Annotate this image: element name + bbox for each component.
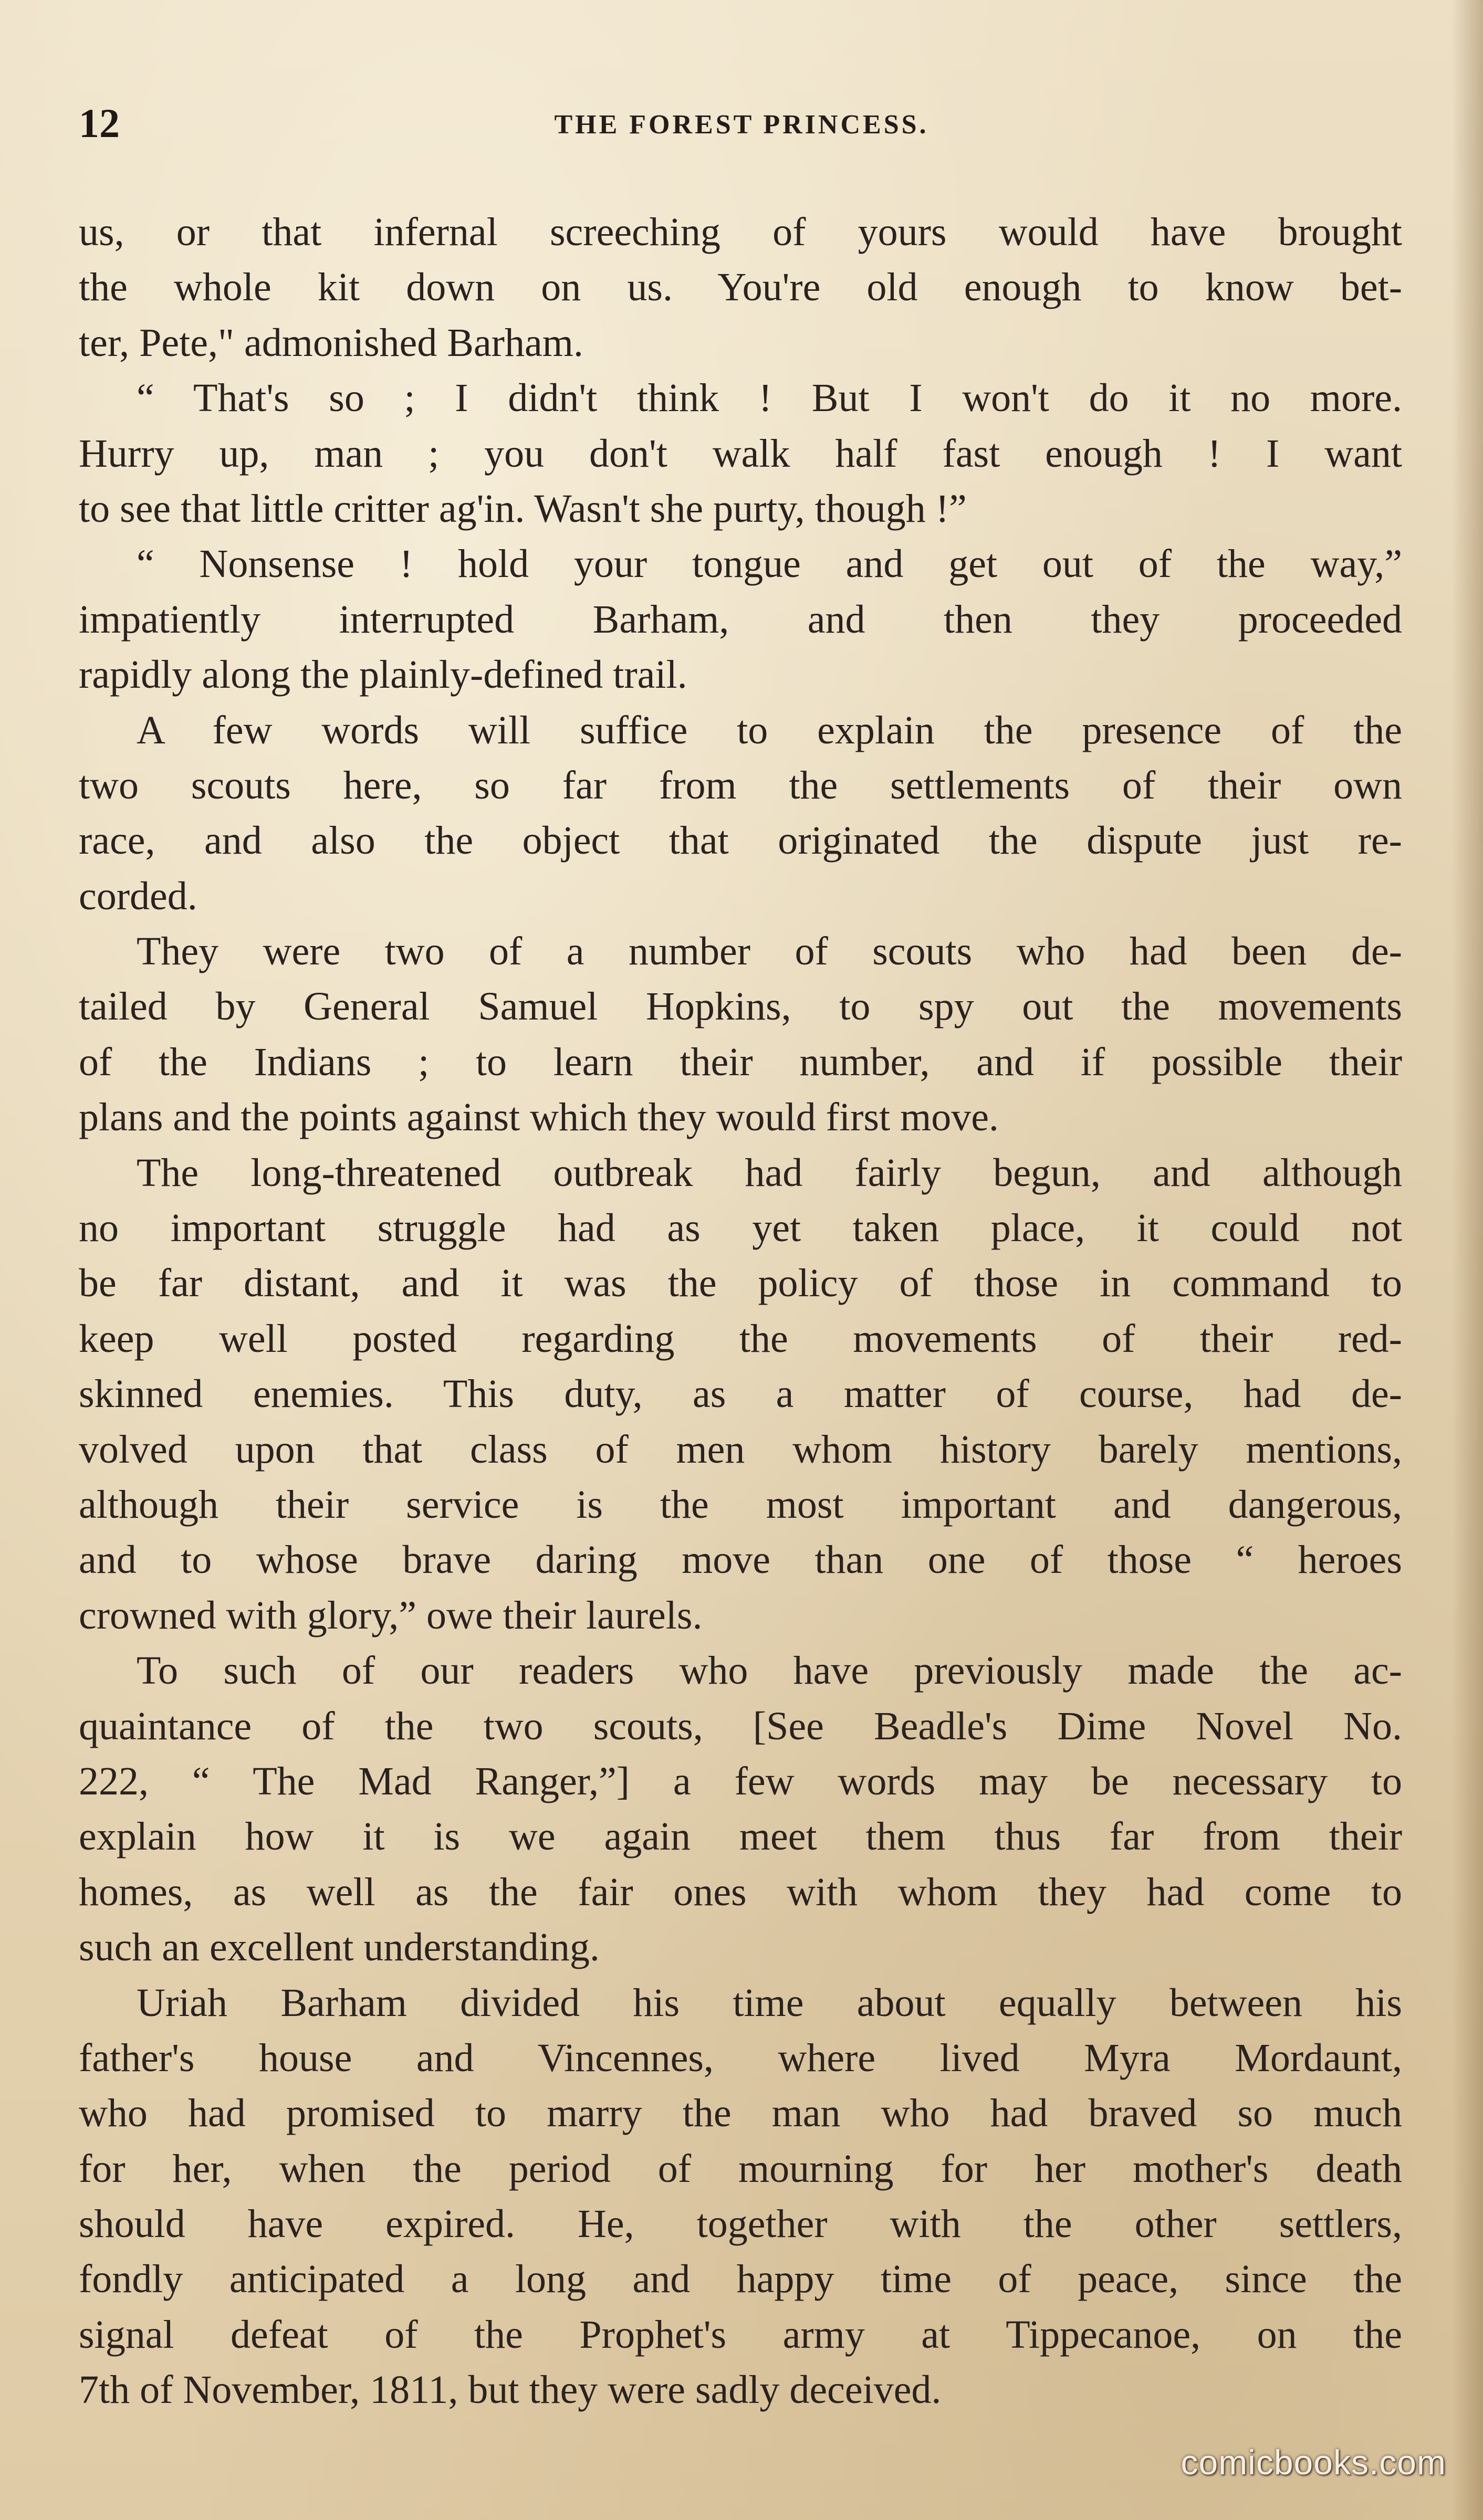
body-text: [79, 205, 1402, 2418]
text-line: fondly anticipated a long and happy time of peace, since the: [79, 2257, 1402, 2302]
text-line: who had promised to marry the man who had braved so much: [79, 2091, 1402, 2136]
text-line: two scouts here, so far from the settlements of their own: [79, 763, 1402, 807]
text-line: The long-threatened outbreak had fairly begun, and although: [137, 1150, 1402, 1195]
text-line: race, and also the object that originated the dispute just re-: [79, 818, 1402, 863]
text-line: plans and the points against which they would first move.: [79, 1095, 999, 1140]
paragraph: [79, 1643, 1402, 1975]
text-line: signal defeat of the Prophet's army at Tippecanoe, on the: [79, 2312, 1402, 2357]
text-line: us, or that infernal screeching of yours would have brought: [79, 210, 1402, 254]
text-line: quaintance of the two scouts, [See Beadle's Dime Novel No.: [79, 1704, 1402, 1748]
text-line: to see that little critter ag'in. Wasn't she purty, though !”: [79, 486, 967, 531]
watermark: comicbooks.com: [1181, 2443, 1446, 2482]
text-line: corded.: [79, 874, 197, 918]
paragraph: [79, 205, 1402, 371]
text-line: To such of our readers who have previously made the ac-: [137, 1648, 1402, 1693]
text-line: “ Nonsense ! hold your tongue and get out of the way,”: [137, 542, 1402, 586]
page-edge-shadow: [1451, 0, 1483, 2520]
text-line: 7th of November, 1811, but they were sadly deceived.: [79, 2368, 942, 2412]
text-line: tailed by General Samuel Hopkins, to spy out the movements: [79, 984, 1402, 1029]
paragraph: [79, 537, 1402, 702]
text-line: explain how it is we again meet them thus far from their: [79, 1814, 1402, 1859]
text-line: keep well posted regarding the movements of their red-: [79, 1316, 1402, 1361]
text-line: ter, Pete," admonished Barham.: [79, 320, 583, 365]
paragraph: [79, 371, 1402, 537]
text-line: be far distant, and it was the policy of those in command to: [79, 1261, 1402, 1306]
text-line: and to whose brave daring move than one of those “ heroes: [79, 1538, 1402, 1582]
paragraph: [79, 1976, 1402, 2418]
text-line: for her, when the period of mourning for her mother's death: [79, 2146, 1402, 2191]
text-line: 222, “ The Mad Ranger,”] a few words may be necessary to: [79, 1759, 1402, 1803]
text-line: They were two of a number of scouts who had been de-: [137, 929, 1402, 974]
paragraph: [79, 1146, 1402, 1644]
page-number: 12: [79, 100, 120, 146]
running-head: [79, 100, 1404, 147]
text-line: Hurry up, man ; you don't walk half fast enough ! I want: [79, 431, 1402, 476]
text-line: Uriah Barham divided his time about equally between his: [137, 1980, 1402, 2025]
text-line: no important struggle had as yet taken place, it could not: [79, 1206, 1402, 1251]
paragraph: [79, 924, 1402, 1146]
text-line: impatiently interrupted Barham, and then they proceeded: [79, 597, 1402, 642]
text-line: of the Indians ; to learn their number, and if possible their: [79, 1040, 1402, 1084]
text-line: should have expired. He, together with the other settlers,: [79, 2202, 1402, 2246]
text-line: homes, as well as the fair ones with whom they had come to: [79, 1870, 1402, 1914]
paragraph: [79, 703, 1402, 925]
text-line: father's house and Vincennes, where lived Myra Mordaunt,: [79, 2035, 1402, 2080]
text-line: A few words will suffice to explain the presence of the: [137, 708, 1402, 752]
text-line: “ That's so ; I didn't think ! But I won't do it no more.: [137, 376, 1402, 421]
text-line: volved upon that class of men whom history barely mentions,: [79, 1427, 1402, 1472]
text-line: such an excellent understanding.: [79, 1925, 600, 1970]
text-line: skinned enemies. This duty, as a matter of course, had de-: [79, 1372, 1402, 1416]
text-line: crowned with glory,” owe their laurels.: [79, 1593, 703, 1637]
text-line: rapidly along the plainly-defined trail.: [79, 653, 687, 697]
running-title: THE FOREST PRINCESS.: [554, 110, 929, 140]
text-line: the whole kit down on us. You're old enough to know bet-: [79, 265, 1402, 310]
text-line: although their service is the most important and dangerous,: [79, 1482, 1402, 1527]
